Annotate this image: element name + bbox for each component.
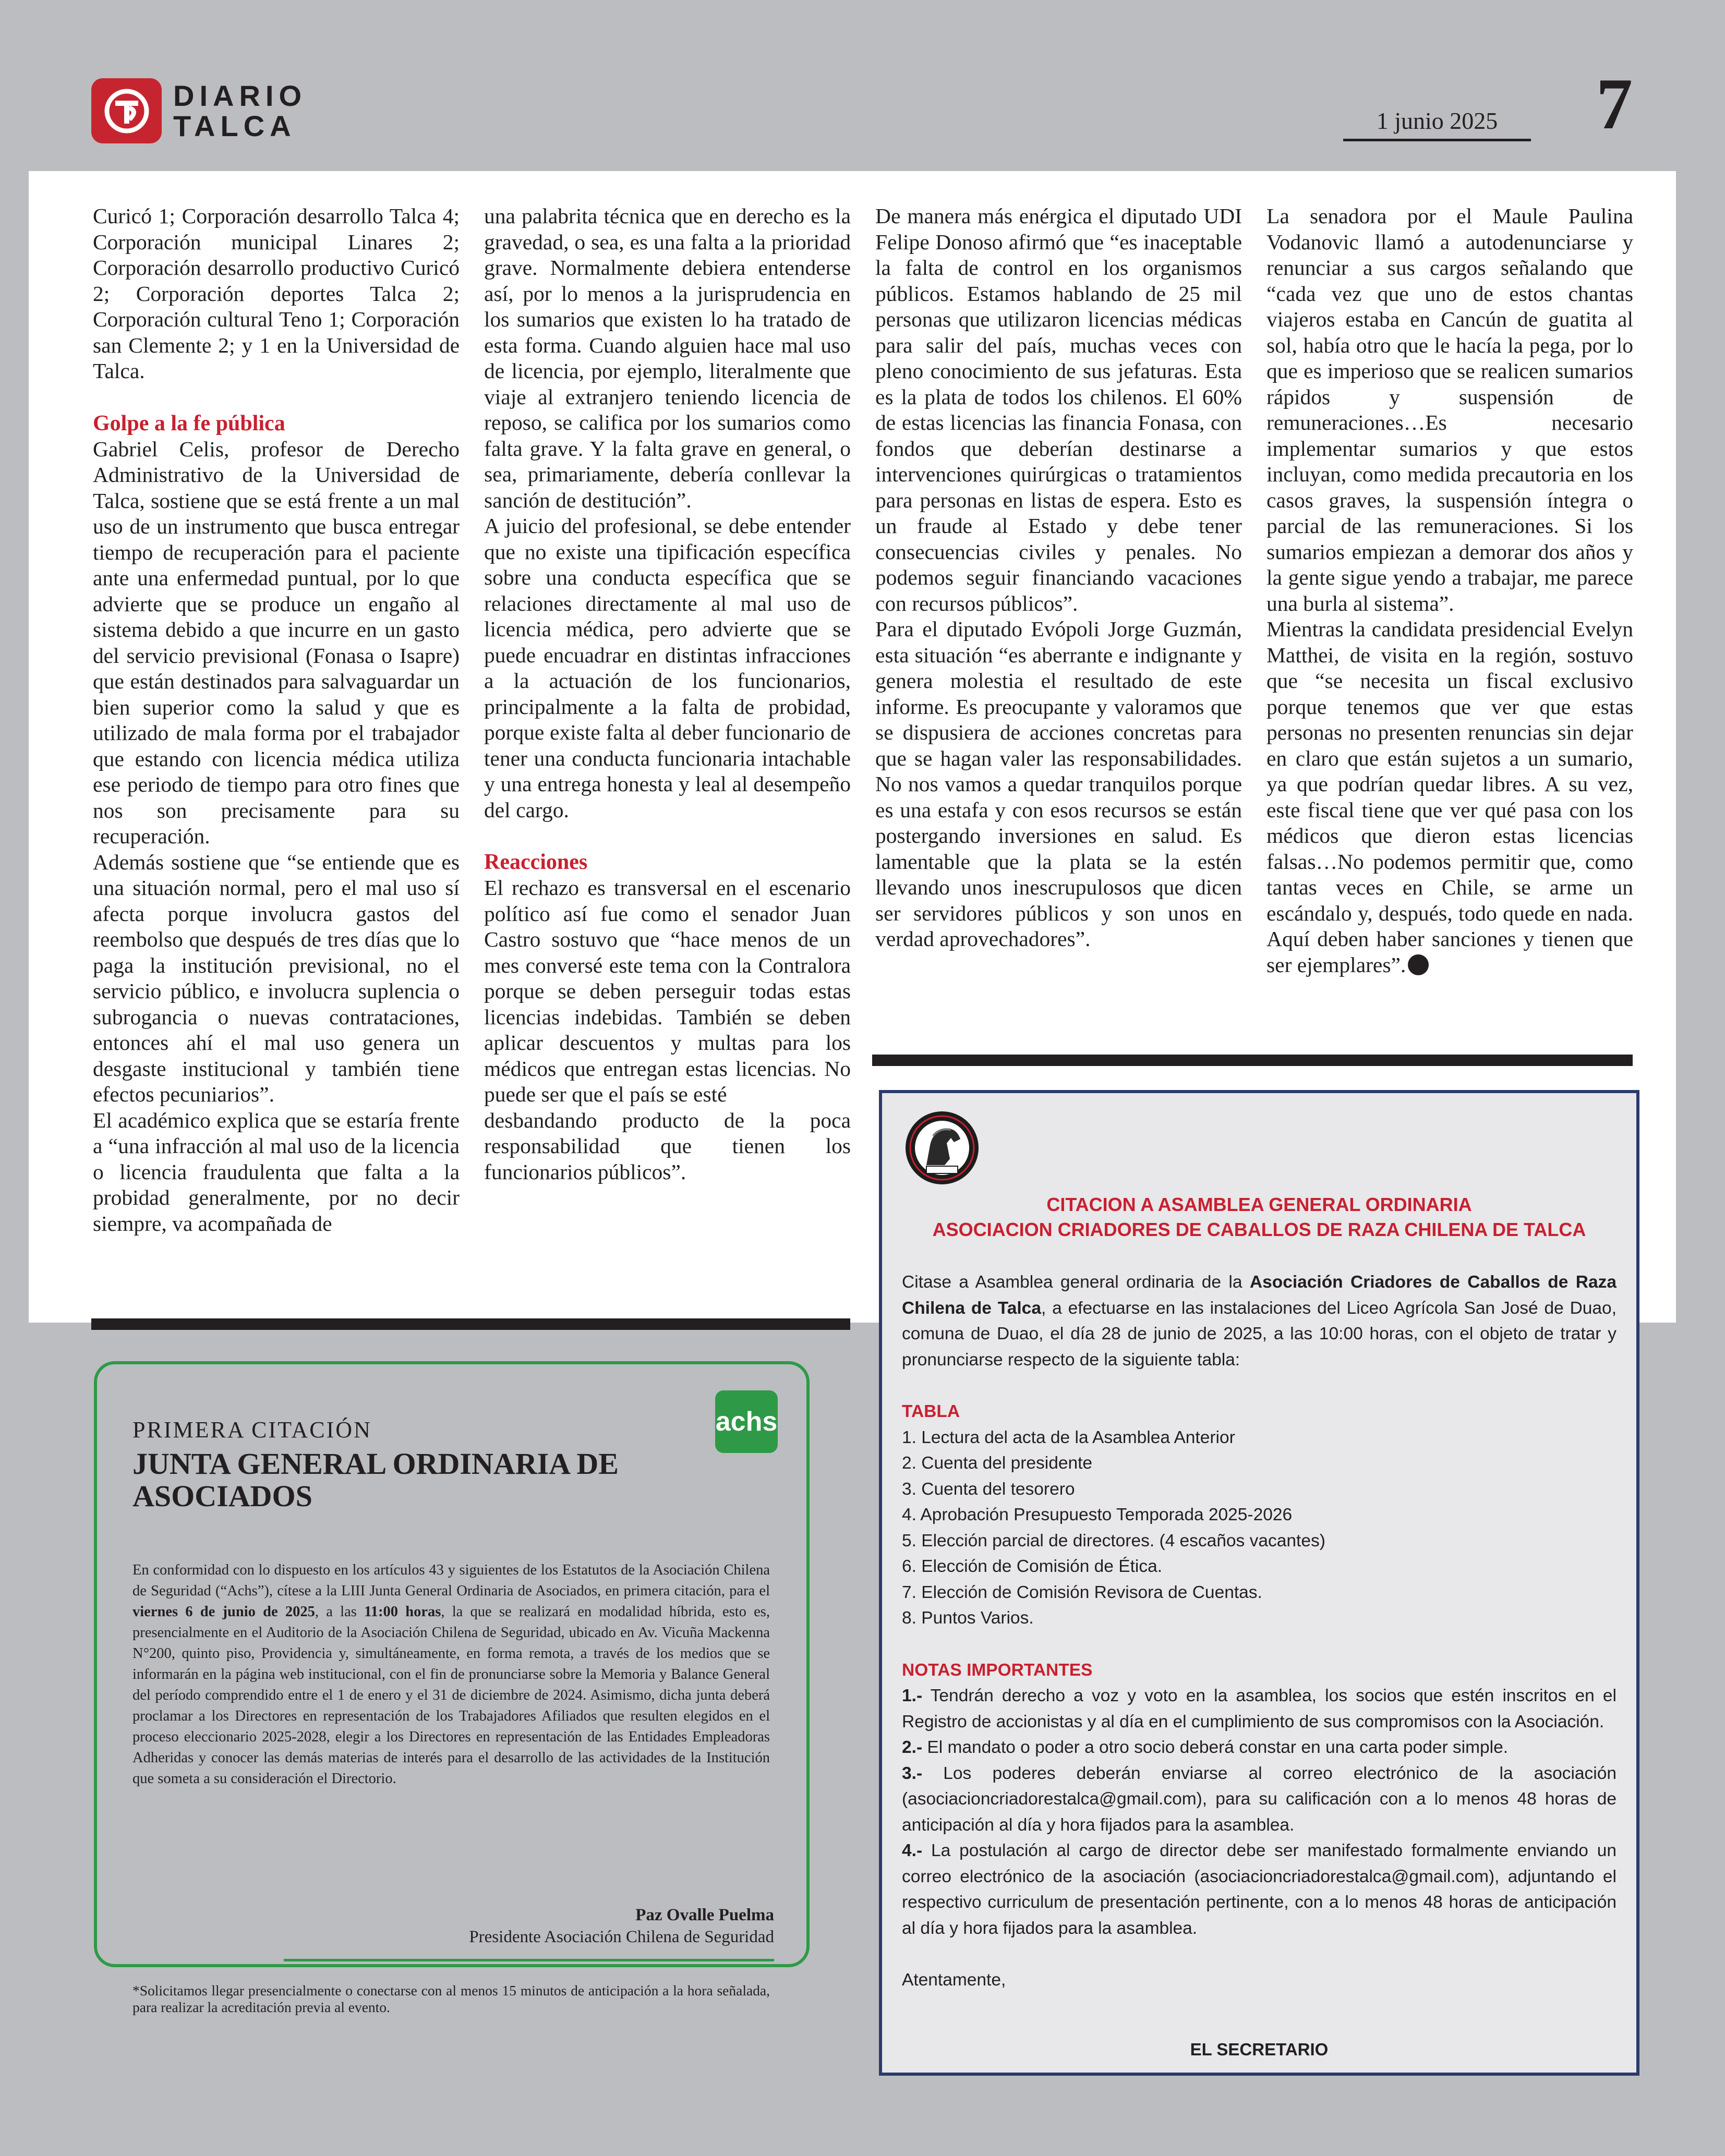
article-column-4 (1266, 203, 1633, 978)
article-column-3 (875, 203, 1242, 952)
paragraph: desbandando producto de la poca responsabilidad que tienen los funcionarios públicos”. (484, 1108, 851, 1184)
issue-date: 1 junio 2025 (1343, 107, 1531, 141)
notes-heading: NOTAS IMPORTANTES (902, 1660, 1093, 1680)
achs-divider (284, 1959, 774, 1961)
article-column-2 (484, 203, 851, 1185)
subheading-golpe: Golpe a la fe pública (93, 411, 285, 435)
logo-word-talca: TALCA (173, 109, 296, 142)
note-item (902, 1683, 1617, 1735)
tabla-item: 6. Elección de Comisión de Ética. (902, 1557, 1163, 1576)
horse-breeders-notice (879, 1090, 1639, 2076)
achs-meeting-time: 11:00 horas (364, 1604, 441, 1620)
tabla-heading: TABLA (902, 1402, 960, 1421)
achs-kicker: PRIMERA CITACIÓN (132, 1417, 372, 1443)
note-text: El mandato o poder a otro socio deberá constar en una carta poder simple. (922, 1738, 1509, 1757)
paragraph: A juicio del profesional, se debe entender que no existe una tipificación específica sobre una conducta específica que se relaciones directamente al mal uso de licencia médica, pero advierte que se puede encuadrar en distintas infracciones a la actuación de los funcionarios, principalmente a la falta de probidad, porque existe falta al deber funcionario de tener una conducta funcionaria intachable y una entrega honesta y leal al desempeño del cargo. (484, 514, 851, 822)
horse-intro-text: Citase a Asamblea general ordinaria de la (902, 1273, 1250, 1292)
achs-body-text: , la que se realizará en modalidad híbrida, esto es, presencialmente en el Auditorio de la Asociación Chilena de Seguridad, ubicado en Av. Vicuña Mackenna N°200, quinto piso, Providencia y, simultáneamente, en forma remota, a través de los medios que se informarán en la página web institucional, con el fin de pronunciarse sobre la Memoria y Balance General del período comprendido entre el 1 de enero y el 31 de diciembre de 2024. Asimismo, dicha junta deberá proclamar a los Directores en representación de los Trabajadores Afiliados que resulten elegidos en el proceso eleccionario 2025-2028, elegir a los Directores en representación de las Entidades Empleadoras Adheridas y conocer las demás materias de interés para el desarrollo de las actividades de la Institución que someta a su consideración el Directorio. (132, 1604, 770, 1787)
achs-notice (94, 1361, 810, 2015)
paragraph (1266, 616, 1633, 978)
divider-rule-right (872, 1055, 1633, 1066)
tabla-item: 3. Cuenta del tesorero (902, 1479, 1075, 1499)
paragraph: El rechazo es transversal en el escenario político así fue como el senador Juan Castro sostuvo que “hace menos de un mes conversé este tema con la Contralora porque se deben perseguir todas estas licencias indebidas. También se deben aplicar descuentos y multas para los médicos que entregan estas licencias. No puede ser que el país se esté (484, 876, 851, 1106)
note-text: Los poderes deberán enviarse al correo electrónico de la asociación (asociacioncriadorestalca@gmail.com), para su calificación con a lo menos 48 horas de anticipación al día y hora fijados para la asamblea. (902, 1763, 1617, 1835)
secretary-signature: EL SECRETARIO (1190, 2040, 1329, 2059)
note-number: 3.- (902, 1763, 923, 1783)
horse-title-line-1: CITACION A ASAMBLEA GENERAL ORDINARIA (1046, 1194, 1472, 1215)
achs-signature (469, 1904, 774, 1948)
horse-intro-text: , a efectuarse en las instalaciones del Liceo Agrícola San José de Duao, comuna de Duao, el día 28 de junio de 2025, a las 10:00 horas, con el objeto de tratar y pronunciarse respecto de la siguiente tabla: (902, 1298, 1617, 1370)
paragraph: Para el diputado Evópoli Jorge Guzmán, esta situación “es aberrante e indignante y genera molestia el resultado de este informe. Es preocupante y valoramos que se dispusiera de acciones concretas para que se hagan valer las responsabilidades. No nos vamos a quedar tranquilos porque es una estafa y con esos recursos se están postergando inversiones en salud. Es lamentable que la plata se la estén llevando unos inescrupulosos que dicen ser servidores públicos y son unos en verdad aprovechadores”. (875, 617, 1242, 951)
logo-mark-icon (91, 78, 162, 143)
note-item (902, 1761, 1617, 1838)
paragraph: De manera más enérgica el diputado UDI Felipe Donoso afirmó que “es inaceptable la falta de control en los organismos públicos. Estamos hablando de 25 mil personas que utilizaron licencias médicas para salir del país, muchas veces con pleno conocimiento de sus jefaturas. Esta es la plata de todos los chilenos. El 60% de estas licencias las financia Fonasa, con fondos que deberían destinarse a intervenciones quirúrgicas o tratamientos para personas en listas de espera. Esto es un fraude al Estado y debe tener consecuencias civiles y penales. No podemos seguir financiando vacaciones con recursos públicos”. (875, 204, 1242, 615)
tabla-list (902, 1425, 1617, 1631)
paragraph: La senadora por el Maule Paulina Vodanovic llamó a autodenunciarse y renunciar a sus cargos señalando que “cada vez que uno de estos chantas viajeros estaba en Cancún de guatita al sol, había otro que le hacía la pega, por lo que es imperioso que se realicen sumarios rápidos y suspensión de remuneraciones…Es necesario implementar sumarios y que estos incluyan, como medida precautoria en los casos graves, la suspensión íntegra o parcial de las remuneraciones. Si los sumarios empiezan a demorar dos años y la gente sigue yendo a trabajar, me parece una burla al sistema”. (1266, 204, 1633, 615)
paragraph: una palabrita técnica que en derecho es la gravedad, o sea, es una falta a la prioridad grave. Normalmente debiera entenderse así, por lo menos a la jurisprudencia en los sumarios que existen lo ha tratado de esta forma. Cuando alguien hace mal uso de licencia, por ejemplo, literalmente que viaje al extranjero teniendo licencia de reposo, se califica por los sumarios como falta grave. Y la falta grave en general, o sea, primariamente, debería conllevar la sanción de destitución”. (484, 204, 851, 512)
achs-logo-icon: achs (715, 1390, 778, 1453)
paragraph-text: Mientras la candidata presidencial Evelyn Matthei, de visita en la región, sostuvo que “se necesita un fiscal exclusivo porque tenemos que ver que estas personas no presenten renuncias sin dejar en claro que están sujetos a un sumario, ya que podrían quedar libres. A su vez, este fiscal tiene que ver qué pasa con los médicos que dieron estas licencias falsas…No podemos permitir que, como tantas veces en Chile, se arme un escándalo y, después, todo quede en nada. Aquí deben haber sanciones y tienen que ser ejemplares”. (1266, 617, 1633, 977)
note-number: 4.- (902, 1841, 923, 1860)
note-item (902, 1735, 1617, 1761)
note-text: Tendrán derecho a voz y voto en la asamblea, los socios que estén inscritos en el Registro de accionistas y al día en el cumplimiento de sus compromisos con la Asociación. (902, 1686, 1617, 1731)
horse-organization: Asociación Criadores de Caballos de Raza Chilena de Talca (902, 1273, 1617, 1318)
logo-word-diario: DIARIO (173, 79, 307, 112)
horse-title-line-2: ASOCIACION CRIADORES DE CABALLOS DE RAZA CHILENA DE TALCA (932, 1219, 1586, 1240)
paragraph: Además sostiene que “se entiende que es una situación normal, pero el mal uso sí afecta porque involucra gastos del reembolso que después de tres días que lo paga la institución previsional, no el servicio público, e involucra suplencia o subrogancia o nuevas contrataciones, entonces ahí el mal uso genera un desgaste institucional y también tiene efectos pecuniarios”. (93, 850, 460, 1106)
paragraph: Gabriel Celis, profesor de Derecho Administrativo de la Universidad de Talca, sostiene que se está frente a un mal uso de un instrumento que busca entregar tiempo de recuperación para el paciente ante una enfermedad puntual, por lo que advierte que se produce un engaño al sistema debido a que incurre en un gasto del servicio previsional (Fonasa o Isapre) que están destinados para salvaguardar un bien superior como la salud y que es utilizado de mala forma por el trabajador que estando con licencia médica utiliza ese periodo de tiempo para otro fines que nos son precisamente para su recuperación. (93, 437, 460, 848)
note-number: 1.- (902, 1686, 923, 1705)
achs-body (132, 1560, 770, 1789)
tabla-item: 1. Lectura del acta de la Asamblea Anterior (902, 1427, 1235, 1447)
paragraph: Curicó 1; Corporación desarrollo Talca 4; Corporación municipal Linares 2; Corporación desarrollo productivo Curicó 2; Corporación deportes Talca 2; Corporación cultural Teno 1; Corporación san Clemente 2; y 1 en la Universidad de Talca. (93, 204, 460, 383)
achs-body-text: , a las (315, 1604, 365, 1620)
note-number: 2.- (902, 1738, 923, 1757)
tabla-item: 4. Aprobación Presupuesto Temporada 2025-2026 (902, 1505, 1293, 1524)
note-text: La postulación al cargo de director debe ser manifestado formalmente enviando un correo electrónico de la asociación (asociacioncriadorestalca@gmail.com), adjuntando el respectivo curriculum de presentación pertinente, con a lo menos 48 horas de anticipación al día y hora fijados para la asamblea. (902, 1841, 1617, 1938)
achs-title: JUNTA GENERAL ORDINARIA DE ASOCIADOS (132, 1447, 619, 1513)
horse-intro (902, 1269, 1617, 1373)
tabla-item: 2. Cuenta del presidente (902, 1454, 1093, 1473)
achs-signer-role: Presidente Asociación Chilena de Seguridad (469, 1928, 774, 1946)
closing-text: Atentamente, (902, 1970, 1006, 1990)
note-item (902, 1838, 1617, 1941)
end-of-article-icon (1408, 954, 1429, 975)
article-column-1 (93, 203, 460, 1237)
achs-footnote: *Solicitamos llegar presencialmente o conectarse con al menos 15 minutos de anticipación a la hora señalada, para realizar la acreditación previa al evento. (132, 1982, 770, 2015)
subheading-reacciones: Reacciones (484, 850, 588, 874)
horse-emblem-icon (903, 1109, 981, 1190)
divider-rule-left (91, 1318, 850, 1330)
logo-wordmark (173, 81, 307, 141)
page-number: 7 (1596, 64, 1633, 144)
horse-notice-body (902, 1269, 1617, 1993)
tabla-item: 8. Puntos Varios. (902, 1608, 1034, 1628)
horse-notice-title (882, 1192, 1636, 1242)
achs-body-text: En conformidad con lo dispuesto en los artículos 43 y siguientes de los Estatutos de la Asociación Chilena de Seguridad (“Achs”), cítese a la LIII Junta General Ordinaria de Asociados, en primera citación, para el (132, 1562, 770, 1599)
diario-talca-logo[interactable] (91, 78, 310, 143)
achs-signer-name: Paz Ovalle Puelma (635, 1906, 774, 1924)
tabla-item: 7. Elección de Comisión Revisora de Cuentas. (902, 1582, 1262, 1602)
paragraph: El académico explica que se estaría frente a “una infracción al mal uso de la licencia o licencia fraudulenta que falta a la probidad generalmente, por no decir siempre, va acompañada de (93, 1108, 460, 1236)
achs-meeting-date: viernes 6 de junio de 2025 (132, 1604, 315, 1620)
tabla-item: 5. Elección parcial de directores. (4 escaños vacantes) (902, 1531, 1325, 1551)
